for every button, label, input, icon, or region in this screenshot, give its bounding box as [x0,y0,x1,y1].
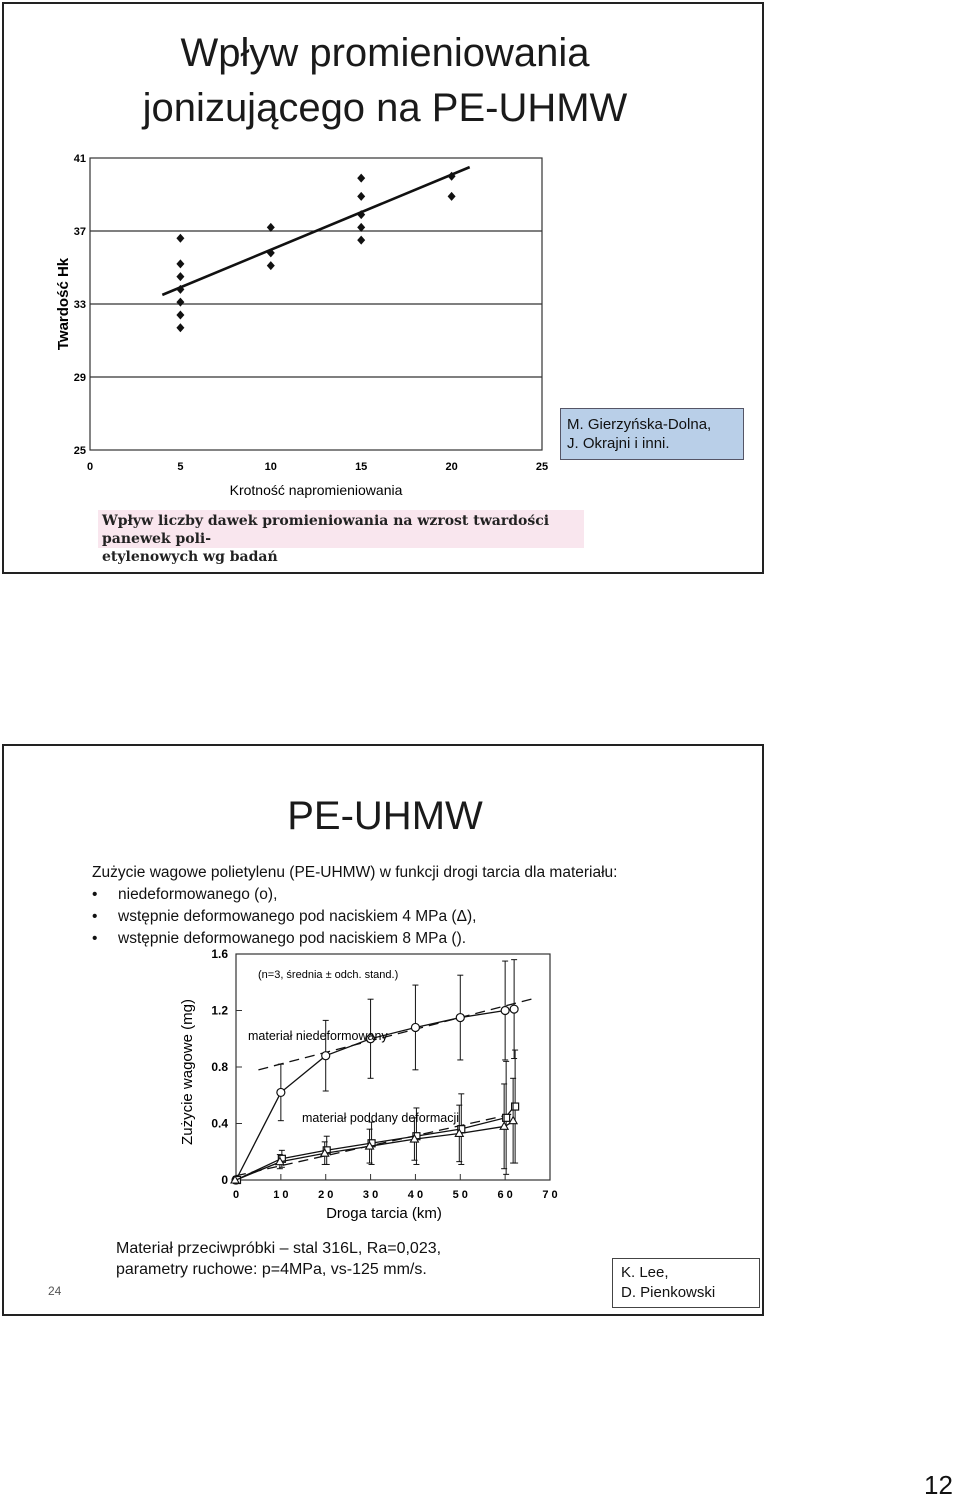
hardness-y-tick: 33 [73,299,86,311]
source-credit-1 [560,408,744,460]
wear-x-tick: 7 0 [542,1189,558,1201]
hardness-x-tick: 20 [445,461,458,473]
figure-caption [98,510,584,565]
material-item-8mpa: • wstępnie deformowanego pod naciskiem 8 MPa (). [92,928,476,950]
slide-number: 24 [48,1284,62,1298]
hardness-data-point [176,323,184,332]
hardness-data-point [176,234,184,243]
wear-x-tick: 4 0 [407,1189,424,1201]
hardness-data-point [176,259,184,268]
wear-marker-circle [277,1088,285,1096]
hardness-chart-y-label: Twardość Hk [55,257,72,351]
hardness-y-tick: 41 [73,153,86,165]
wear-chart-x-label: Droga tarcia (km) [326,1205,442,1222]
wear-x-tick: 2 0 [318,1189,334,1201]
hardness-chart-x-label: Krotność napromieniowania [229,482,403,498]
hardness-data-point [176,298,184,307]
wear-chart [4,746,766,1318]
slide-1 [2,2,764,574]
caption-line-2: etylenowych wg badań [102,549,278,565]
slide-1-title-line-2: jonizującego na PE-UHMW [142,86,628,130]
slide-1-title-line-1: Wpływ promieniowania [180,31,590,75]
wear-marker-circle [456,1014,464,1022]
material-item-undeformed: • niedeformowanego (o), [92,884,476,906]
wear-y-tick: 0.8 [211,1060,228,1074]
hardness-x-tick: 15 [355,461,368,473]
wear-marker-circle [322,1052,330,1060]
material-item-4mpa: • wstępnie deformowanego pod naciskiem 4 MPa (Δ), [92,906,476,928]
wear-x-tick: 0 [232,1189,240,1201]
hardness-data-point [448,192,456,201]
slide-2-intro: Zużycie wagowe polietylenu (PE-UHMW) w funkcji drogi tarcia dla materiału: [92,864,618,881]
credit-1-line-1: M. Gierzyńska-Dolna, [567,416,712,433]
test-conditions-note [116,1238,441,1280]
page-number: 12 [924,1470,953,1500]
note-line-2: parametry ruchowe: p=4MPa, vs-125 mm/s. [116,1261,427,1278]
wear-y-tick: 1.2 [211,1003,228,1018]
credit-1-line-2: J. Okrajni i inni. [567,435,670,452]
wear-chart-frame [236,954,550,1180]
hardness-y-tick: 37 [73,226,86,238]
hardness-data-point [357,236,365,245]
credit-2-line-2: D. Pienkowski [621,1284,716,1301]
credit-2-line-1: K. Lee, [621,1264,669,1281]
hardness-data-point [357,174,365,183]
wear-series-line-triangle [236,1121,514,1180]
wear-y-tick: 0.4 [211,1116,228,1131]
hardness-x-tick: 0 [86,461,94,473]
wear-x-tick: 5 0 [452,1189,468,1201]
hardness-x-tick: 5 [177,461,184,473]
wear-x-tick: 6 0 [497,1189,513,1201]
wear-y-tick: 1.6 [211,947,228,961]
source-credit-2 [612,1258,760,1308]
hardness-x-tick: 25 [535,461,549,473]
hardness-data-point [176,272,184,281]
wear-chart-y-label: Zużycie wagowe (mg) [179,999,196,1145]
slide-2-title: PE-UHMW [287,794,483,838]
wear-marker-circle [501,1007,509,1015]
note-line-1: Materiał przeciwpróbki – stal 316L, Ra=0,023, [116,1240,442,1257]
hardness-chart [4,4,766,576]
hardness-data-point [267,261,275,270]
hardness-data-point [357,192,365,201]
wear-y-tick: 0 [221,1173,228,1187]
wear-marker-triangle [509,1117,517,1124]
wear-marker-circle [411,1023,419,1031]
wear-chart-annotation: (n=3, średnia ± odch. stand.) [258,969,399,981]
hardness-x-tick: 10 [264,461,277,473]
hardness-data-point [176,310,184,319]
wear-x-tick: 1 0 [273,1189,289,1201]
hardness-y-tick: 29 [73,372,86,384]
hardness-y-tick: 25 [73,445,86,457]
caption-line-1: Wpływ liczby dawek promieniowania na wzrost twardości panewek poli- [102,513,550,547]
slide-2 [2,744,764,1316]
wear-chart-label-undeformed: materiał niedeformowany [248,1029,388,1043]
wear-chart-label-deformed: materiał poddany deformacji [302,1111,460,1125]
wear-marker-circle [510,1005,518,1013]
wear-x-tick: 3 0 [362,1189,379,1201]
